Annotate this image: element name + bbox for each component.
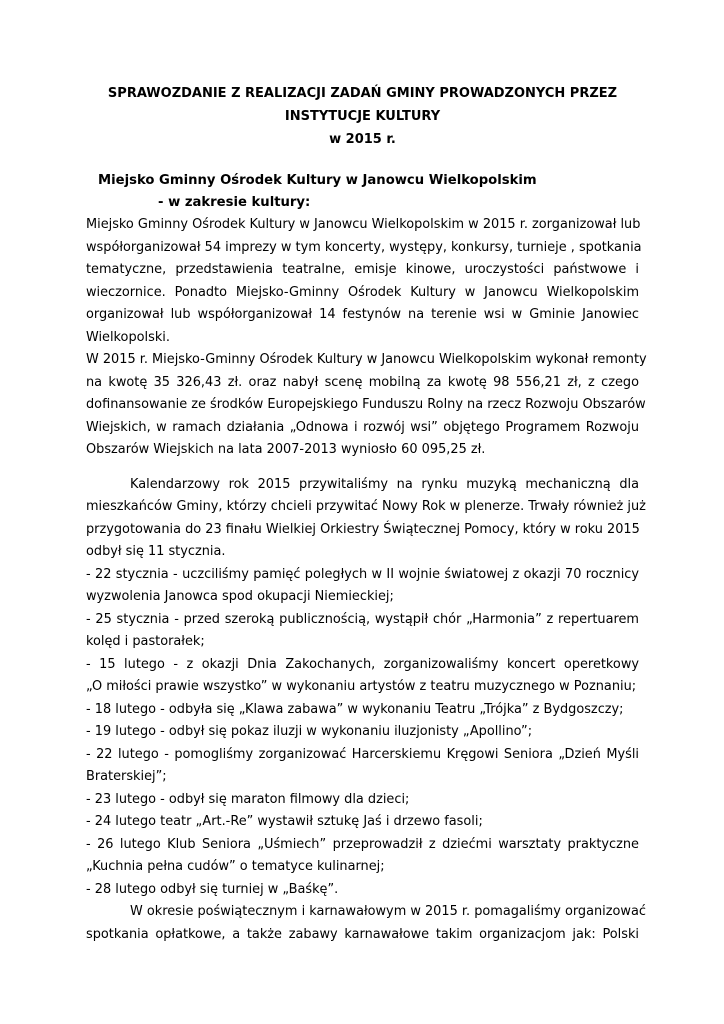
document-page (86, 82, 647, 946)
text-line: kolęd i pastorałek; (86, 634, 205, 649)
text-line: Wielkopolski. (86, 329, 170, 345)
paragraph-renovations (86, 349, 647, 462)
text-line: Miejsko Gminny Ośrodek Kultury w Janowcu Wielkopolskim w 2015 r. zorganizował lub (86, 217, 641, 232)
event-item (86, 811, 639, 834)
document-title (86, 82, 639, 151)
text-line: współorganizował 54 imprezy w tym koncerty, występy, konkursy, turnieje , spotkania (86, 239, 642, 255)
text-line: „Kuchnia pełna cudów” o tematyce kulinarnej; (86, 859, 385, 874)
text-line: Braterskiej”; (86, 769, 167, 784)
paragraph-calendar (86, 474, 646, 564)
text-line: wyzwolenia Janowca spod okupacji Niemieckiej; (86, 589, 394, 604)
paragraph-summary (86, 214, 642, 349)
text-line: spotkania opłatkowe, a także zabawy karnawałowe takim organizacjom jak: Polski (86, 926, 639, 942)
section-heading (86, 170, 639, 214)
event-item (86, 609, 639, 654)
text-line: - 23 lutego - odbył się maraton filmowy dla dzieci; (86, 791, 410, 807)
text-line: - 28 lutego odbył się turniej w „Baśkę”. (86, 881, 339, 897)
text-line: Kalendarzowy rok 2015 przywitaliśmy na rynku muzyką mechaniczną dla (130, 476, 639, 492)
text-line: - 18 lutego - odbyła się „Klawa zabawa” w wykonaniu Teatru „Trójka” z Bydgoszczy; (86, 701, 624, 717)
event-item (86, 699, 639, 722)
text-line: - 24 lutego teatr „Art.-Re” wystawił sztukę Jaś i drzewo fasoli; (86, 814, 483, 829)
title-line-2: INSTYTUCJE KULTURY (284, 109, 441, 124)
text-line: Wiejskich, w ramach działania „Odnowa i rozwój wsi” objętego Programem Rozwoju (86, 419, 639, 435)
text-line: - 22 stycznia - uczciliśmy pamięć poległych w II wojnie światowej z okazji 70 rocznicy (86, 566, 639, 582)
text-line: organizował lub współorganizował 14 festynów na terenie wsi w Gminie Janowiec (86, 307, 639, 322)
text-line: na kwotę 35 326,43 zł. oraz nabył scenę mobilną za kwotę 98 556,21 zł, z czego (86, 374, 639, 390)
title-line-1: SPRAWOZDANIE Z REALIZACJI ZADAŃ GMINY PROWADZONYCH PRZEZ (107, 86, 618, 101)
text-line: - 26 lutego Klub Seniora „Uśmiech” przeprowadził z dziećmi warsztaty praktyczne (86, 836, 639, 852)
text-line: dofinansowanie ze środków Europejskiego Funduszu Rolny na rzecz Rozwoju Obszarów (86, 397, 646, 412)
text-line: mieszkańców Gminy, którzy chcieli przywitać Nowy Rok w plenerze. Trwały również już (86, 499, 646, 514)
text-line: - 15 lutego - z okazji Dnia Zakochanych, zorganizowaliśmy koncert operetkowy (86, 656, 639, 672)
text-line: przygotowania do 23 finału Wielkiej Orkiestry Świątecznej Pomocy, który w roku 2015 (86, 521, 640, 537)
text-line: wieczornice. Ponadto Miejsko-Gminny Ośrodek Kultury w Janowcu Wielkopolskim (86, 284, 639, 300)
event-item (86, 721, 639, 744)
event-item (86, 789, 639, 812)
section-heading-line-2: - w zakresie kultury: (158, 195, 311, 210)
text-line: tematyczne, przedstawienia teatralne, emisje kinowe, uroczystości państwowe i (86, 262, 639, 277)
event-item (86, 744, 639, 789)
event-item (86, 879, 639, 902)
text-line: „O miłości prawie wszystko” w wykonaniu artystów z teatru muzycznego w Poznaniu; (86, 679, 637, 694)
event-item (86, 654, 639, 699)
event-item (86, 564, 639, 609)
text-line: odbył się 11 stycznia. (86, 544, 226, 559)
text-line: W 2015 r. Miejsko-Gminny Ośrodek Kultury w Janowcu Wielkopolskim wykonał remonty (86, 352, 647, 367)
text-line: - 22 lutego - pomogliśmy zorganizować Harcerskiemu Kręgowi Seniora „Dzień Myśli (86, 746, 639, 762)
event-item (86, 834, 639, 879)
text-line: - 25 stycznia - przed szeroką publicznością, wystąpił chór „Harmonia” z repertuarem (86, 611, 639, 627)
section-heading-line-1: Miejsko Gminny Ośrodek Kultury w Janowcu Wielkopolskim (98, 173, 537, 188)
paragraph-carnival (86, 901, 646, 946)
text-line: Obszarów Wiejskich na lata 2007-2013 wyniosło 60 095,25 zł. (86, 442, 486, 457)
text-line: W okresie poświątecznym i karnawałowym w 2015 r. pomagaliśmy organizować (130, 904, 646, 919)
title-line-3: w 2015 r. (329, 132, 396, 147)
text-line: - 19 lutego - odbył się pokaz iluzji w wykonaniu iluzjonisty „Apollino”; (86, 724, 533, 739)
